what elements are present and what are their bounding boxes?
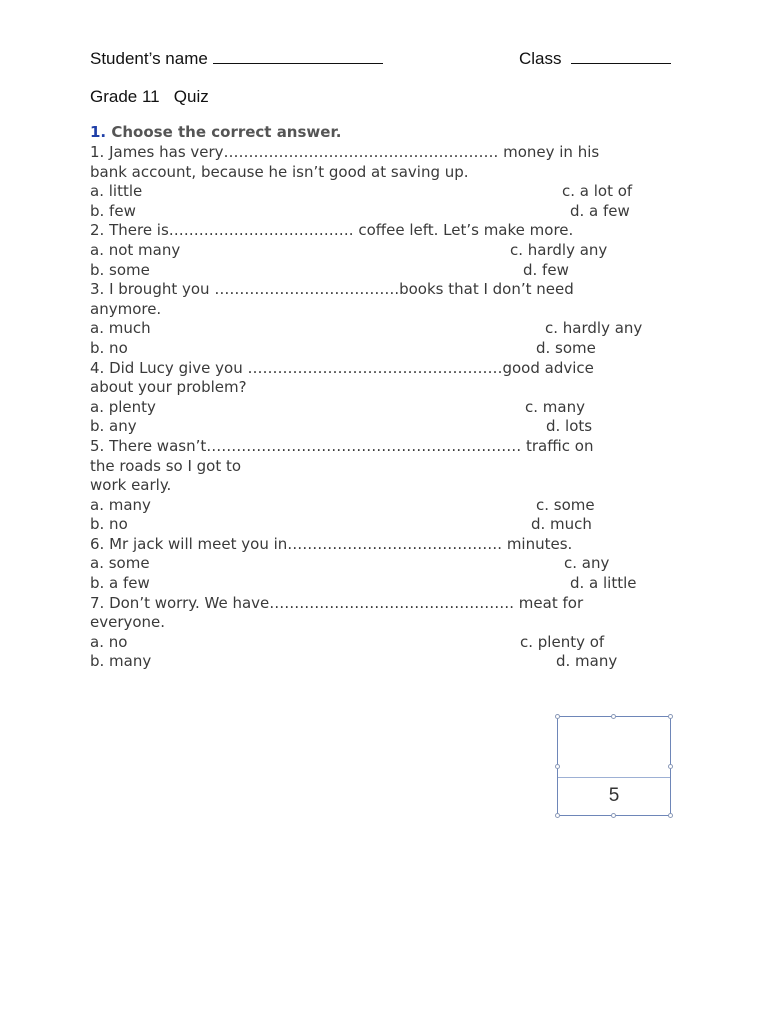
resize-handle-bottom-right[interactable] [668,813,673,818]
option-right: d. many [556,652,618,671]
question-line: 4. Did Lucy give you ……………………………………………good advice [90,358,594,377]
option-row [90,417,670,437]
option-right: c. hardly any [545,319,643,338]
option-row [90,574,670,594]
option-row [90,554,670,574]
option-right: c. plenty of [520,632,605,651]
resize-handle-top-middle[interactable] [611,714,616,719]
question-line: about your problem? [90,378,247,397]
option-left: b. no [90,515,128,534]
option-left: a. plenty [90,397,156,416]
resize-handle-bottom-middle[interactable] [611,813,616,818]
option-left: a. many [90,495,151,514]
option-right: c. hardly any [510,240,608,259]
score-value: 5 [608,785,620,806]
option-left: a. some [90,554,150,573]
question-line: 1. James has very………………………………………………. money in his [90,143,600,161]
resize-handle-top-right[interactable] [668,714,673,719]
class-blank[interactable] [571,49,671,64]
option-left: b. few [90,201,136,220]
option-row [90,515,670,535]
question-line: anymore. [90,299,162,318]
option-right: d. some [536,338,596,357]
question-line: 5. There wasn’t……………………………………………………… traffic on [90,436,594,455]
option-left: b. a few [90,574,150,593]
question-line: work early. [90,476,172,495]
option-row [90,182,670,202]
student-name-label: Student’s name [90,49,383,69]
question-line: 3. I brought you ……………………………….books that I don’t need [90,280,574,299]
option-right: c. some [536,495,595,514]
section-heading [90,123,341,141]
option-left: b. any [90,417,137,436]
option-right: d. much [531,515,592,534]
option-right: d. few [523,260,569,279]
option-right: d. lots [546,417,593,436]
question-line: the roads so I got to [90,456,242,475]
resize-handle-middle-right[interactable] [668,764,673,769]
section-instruction: Choose the correct answer. [111,123,342,141]
option-row [90,202,670,222]
question-line: 2. There is………………………………. coffee left. Let’s make more. [90,221,574,240]
section-number: 1. [90,123,107,141]
option-row [90,319,670,339]
option-right: c. a lot of [562,182,633,201]
option-right: d. a little [570,574,637,593]
option-row [90,633,670,653]
option-row [90,339,670,359]
option-left: a. little [90,182,143,201]
option-left: b. some [90,260,150,279]
questions-body [90,143,670,672]
option-left: b. no [90,338,128,357]
resize-handle-middle-left[interactable] [555,764,560,769]
option-right: c. many [525,397,585,416]
option-row [90,496,670,516]
option-left: a. no [90,632,128,651]
class-label: Class [519,49,671,69]
option-left: a. not many [90,240,181,259]
option-row [90,652,670,672]
option-left: a. much [90,319,151,338]
score-divider [558,777,670,778]
option-left: b. many [90,652,152,671]
resize-handle-top-left[interactable] [555,714,560,719]
option-row [90,398,670,418]
option-row [90,241,670,261]
option-right: c. any [564,554,610,573]
question-line: everyone. [90,613,166,632]
option-right: d. a few [570,201,630,220]
question-line: bank account, because he isn’t good at saving up. [90,162,469,181]
question-line: 6. Mr jack will meet you in……………………………………. minutes. [90,534,573,553]
resize-handle-bottom-left[interactable] [555,813,560,818]
student-name-blank[interactable] [213,49,383,64]
option-row [90,261,670,281]
question-line: 7. Don’t worry. We have…………………………………………. meat for [90,593,584,612]
quiz-title: Grade 11 Quiz [90,87,209,106]
score-box[interactable] [557,716,671,816]
